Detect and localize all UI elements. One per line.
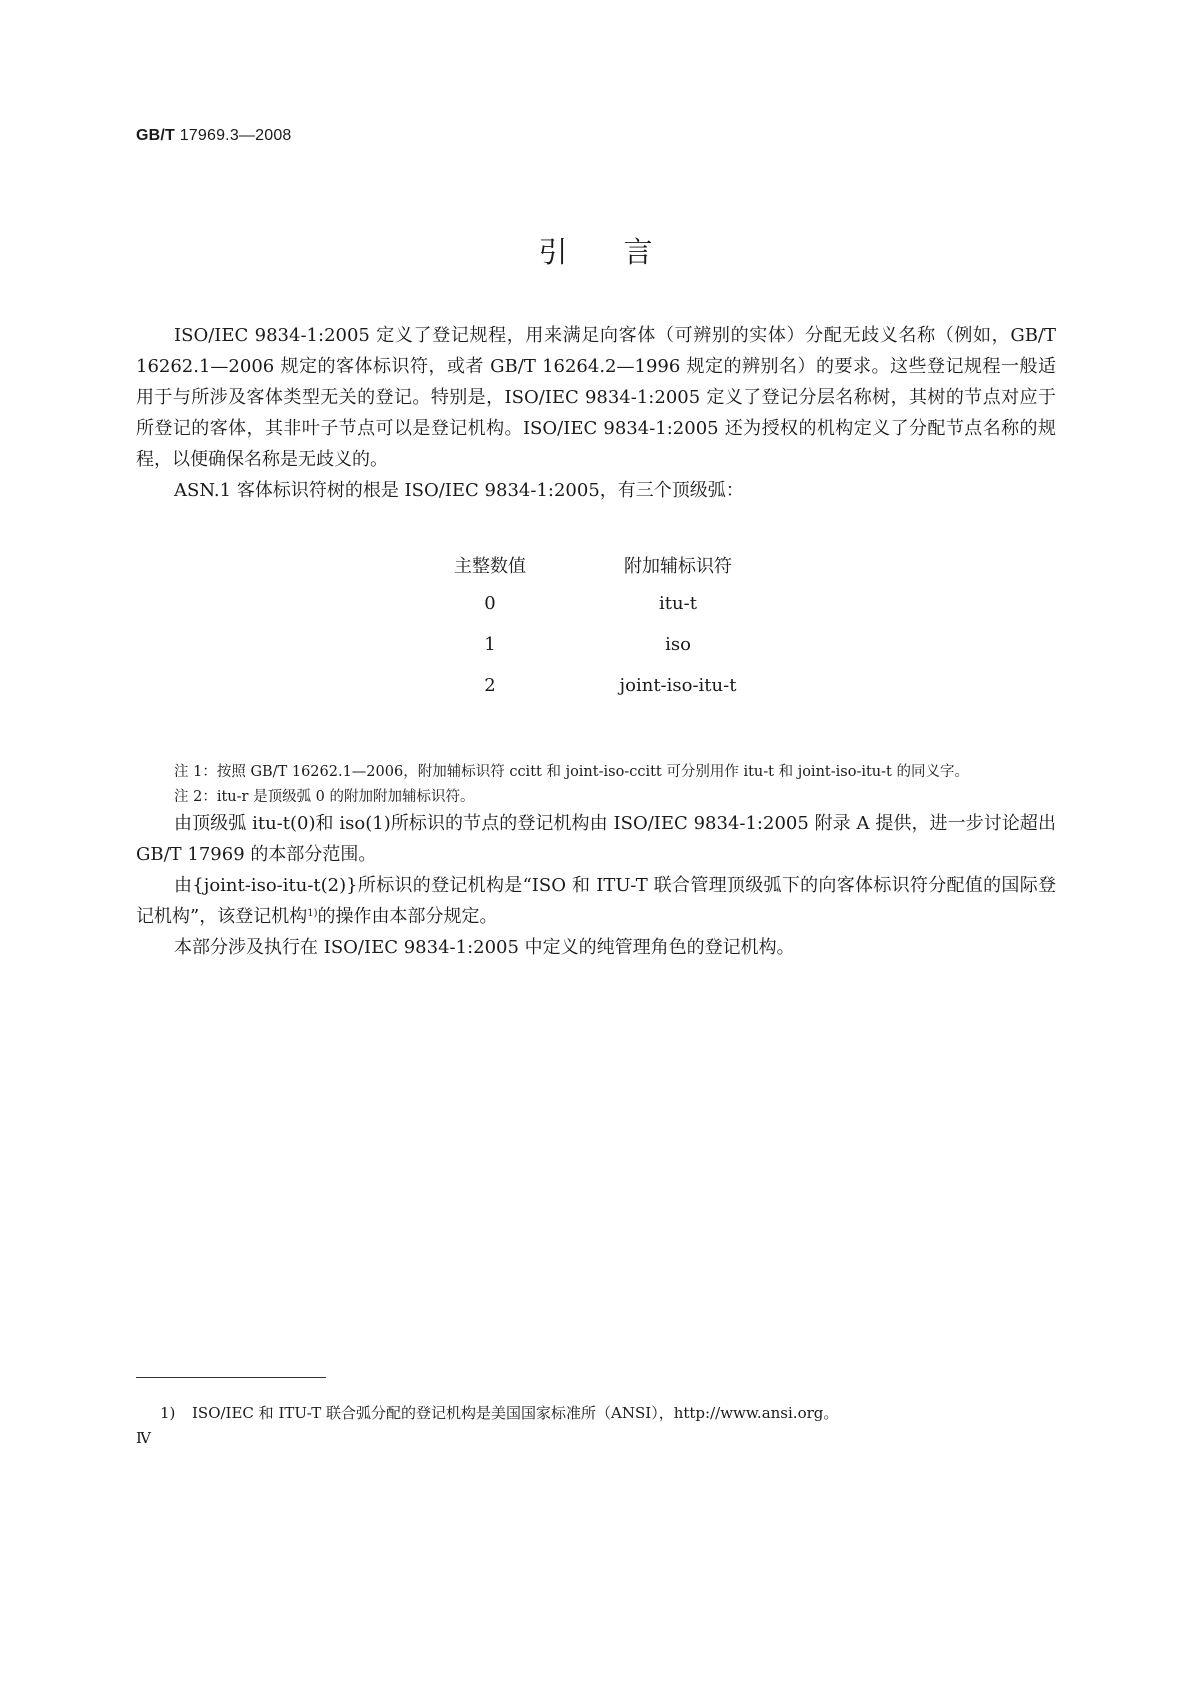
page-title: 引言 — [538, 235, 709, 269]
paragraph-administrative-role: 本部分涉及执行在 ISO/IEC 9834-1:2005 中定义的纯管理角色的登记机构。 — [174, 937, 795, 958]
standard-header — [136, 127, 292, 145]
footnote-text: ISO/IEC 和 ITU-T 联合弧分配的登记机构是美国国家标准所（ANSI），http://www.ansi.org。 — [192, 1404, 839, 1422]
standard-code: GB/T — [136, 127, 176, 144]
table-cell-identifier: joint-iso-itu-t — [619, 675, 737, 696]
paragraph-text: 的操作由本部分规定。 — [317, 906, 498, 927]
paragraph-top-level-arcs: 由顶级弧 itu-t(0)和 iso(1)所标识的节点的登记机构由 ISO/IEC 9834-1:2005 附录 A 提供，进一步讨论超出 GB/T 17969 的本部分范围。 — [136, 813, 1056, 865]
column-header-secondary-identifier: 附加辅标识符 — [624, 556, 732, 577]
table-row — [420, 593, 768, 634]
table-cell-identifier: iso — [665, 634, 691, 655]
footnote-reference: 1) — [307, 908, 318, 919]
paragraph-text: 由{joint-iso-itu-t(2)}所标识的登记机构是“ISO 和 ITU-T 联合管理顶级弧下的向客体标识符分配值的国际登记机构”，该登记机构 — [136, 875, 1056, 927]
table-row — [420, 675, 768, 716]
table-cell-value: 0 — [484, 593, 496, 614]
intro-body — [136, 320, 1056, 506]
intro-body-continued — [136, 808, 1056, 963]
paragraph-joint-registration-authority — [136, 870, 1056, 932]
page-number: Ⅳ — [136, 1429, 151, 1447]
paragraph-asn1-root: ASN.1 客体标识符树的根是 ISO/IEC 9834-1:2005，有三个顶级弧： — [174, 480, 744, 501]
column-header-primary-integer: 主整数值 — [454, 556, 526, 577]
table-cell-value: 2 — [484, 675, 496, 696]
note-2: 注 2：itu-r 是顶级弧 0 的附加附加辅标识符。 — [174, 789, 475, 805]
top-level-arcs-table — [420, 552, 768, 716]
standard-number: 17969.3—2008 — [179, 127, 292, 144]
table-cell-identifier: itu-t — [659, 593, 697, 614]
footnote-divider — [136, 1377, 326, 1378]
paragraph-registration-procedures: ISO/IEC 9834-1:2005 定义了登记规程，用来满足向客体（可辨别的实体）分配无歧义名称（例如，GB/T 16262.1—2006 规定的客体标识符，或者 GB/T 16264.2—1996 规定的辨别名）的要求。这些登记规程一般适用于与所涉及客体类型无关的登记。特别是，ISO/IEC 9834-1:2005 定义了登记分层名称树，其树的节点对应于所登记的客体，其非叶子节点可以是登记机构。ISO/IEC 9834-1:2005 还为授权的机构定义了分配节点名称的规程，以便确保名称是无歧义的。 — [136, 325, 1056, 470]
table-row — [420, 634, 768, 675]
notes — [174, 760, 969, 810]
table-header-row — [420, 552, 768, 593]
note-1: 注 1：按照 GB/T 16262.1—2006，附加辅标识符 ccitt 和 joint-iso-ccitt 可分别用作 itu-t 和 joint-iso-itu-t 的同义字。 — [174, 764, 969, 780]
footnote — [160, 1402, 838, 1423]
footnote-mark: 1) — [160, 1404, 176, 1422]
table-cell-value: 1 — [484, 634, 496, 655]
